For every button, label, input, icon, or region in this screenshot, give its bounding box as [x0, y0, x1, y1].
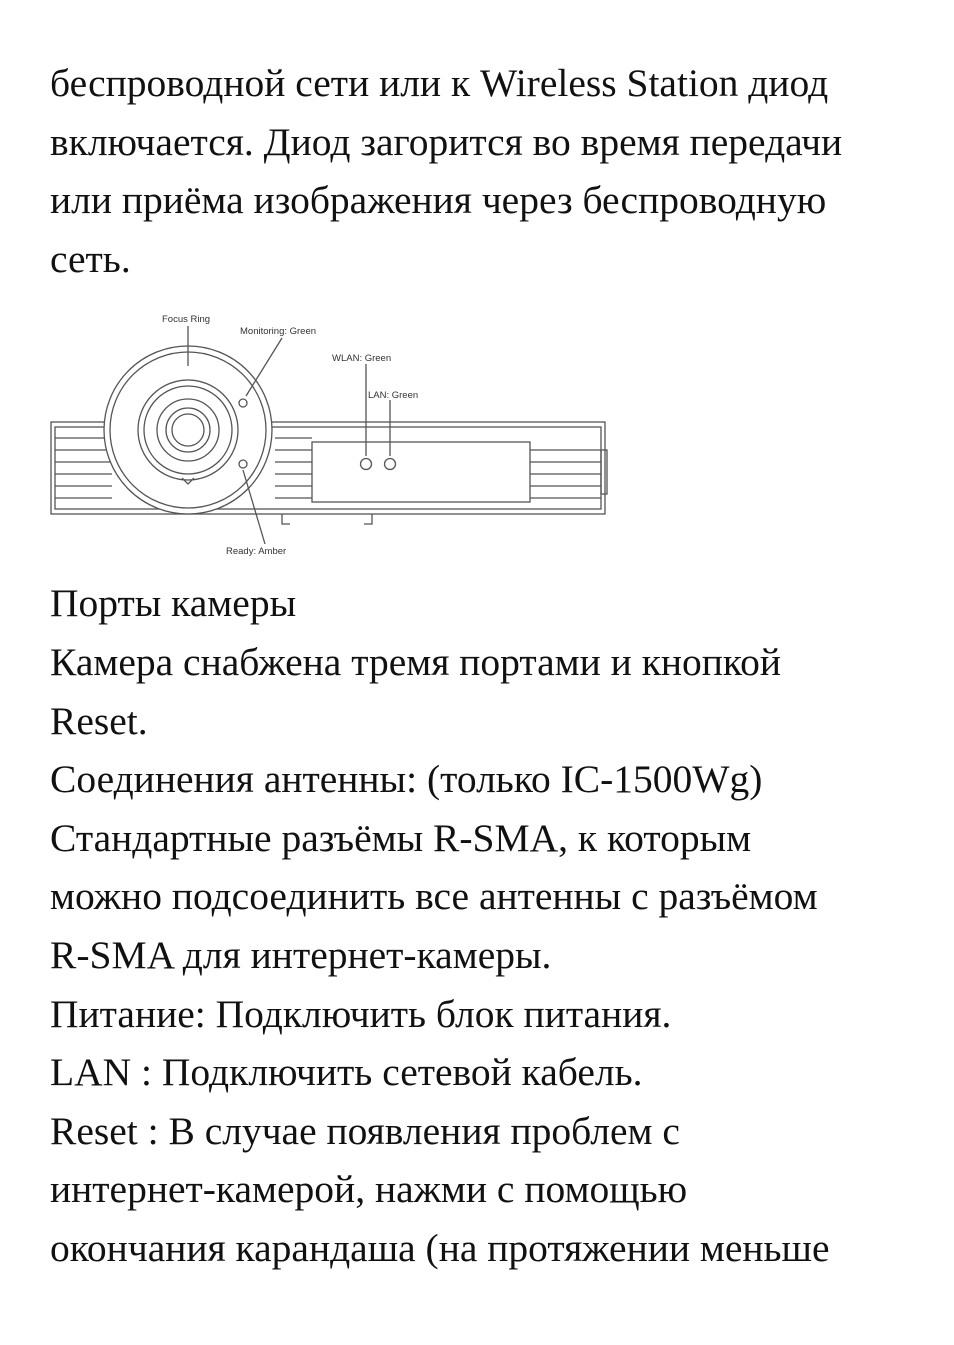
text-line: беспроводной сети или к Wireless Station диод	[50, 61, 829, 105]
label-wlan: WLAN: Green	[332, 353, 392, 365]
text-line: можно подсоединить все антенны с разъёмом	[50, 874, 818, 919]
lens-outer-ring	[104, 346, 272, 514]
middle-vents	[275, 438, 312, 498]
label-ready: Ready: Amber	[226, 546, 287, 558]
text-line: Reset.	[50, 698, 148, 743]
wlan-led	[361, 459, 372, 470]
text-line: интернет-камерой, нажми с помощью	[50, 1167, 688, 1212]
label-lan: LAN: Green	[368, 390, 419, 402]
right-vents	[530, 450, 601, 498]
left-vents	[55, 438, 112, 498]
camera-front-diagram	[50, 304, 930, 566]
text-line: или приёма изображения через беспроводную	[50, 178, 827, 223]
front-panel	[312, 442, 530, 502]
text-line: Питание: Подключить блок питания.	[50, 991, 672, 1036]
foot-right	[364, 514, 372, 524]
text-line: окончания карандаша (на протяжении меньше	[50, 1225, 830, 1270]
text-line: Стандартные разъёмы R-SMA, к которым	[50, 815, 752, 860]
text-line: LAN : Подключить сетевой кабель.	[50, 1050, 643, 1095]
text-line: Reset : В случае появления проблем с	[50, 1108, 680, 1153]
text-line: включается. Диод загорится во время передачи	[50, 119, 843, 164]
lan-led	[385, 459, 396, 470]
intro-paragraph	[50, 54, 930, 288]
section-heading: Порты камеры	[50, 581, 297, 626]
label-focus-ring: Focus Ring	[162, 314, 211, 326]
leader-monitoring	[246, 338, 282, 396]
text-line: Соединения антенны: (только IC-1500Wg)	[50, 757, 763, 802]
foot-left	[282, 514, 290, 524]
ports-section	[50, 574, 930, 1277]
side-connector	[601, 450, 607, 494]
text-line: сеть.	[50, 236, 131, 281]
text-line: R-SMA для интернет-камеры.	[50, 932, 552, 977]
label-monitoring: Monitoring: Green	[240, 326, 317, 338]
camera-diagram-svg	[50, 304, 610, 566]
text-line: Камера снабжена тремя портами и кнопкой	[50, 639, 781, 684]
document-page	[50, 54, 930, 1278]
